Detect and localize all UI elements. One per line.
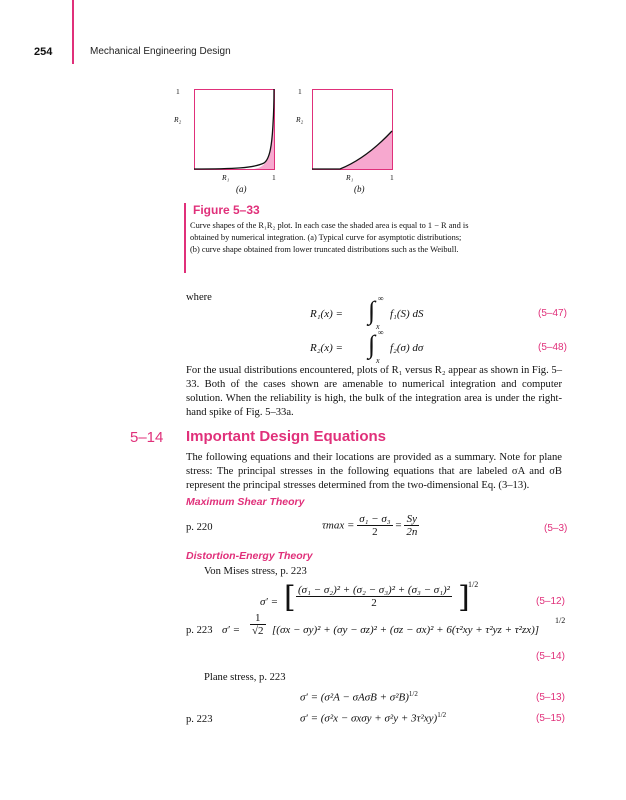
eq47-int-lower: x <box>376 322 380 331</box>
eq47-integral-sign: ∫ <box>368 296 376 325</box>
eq12-lhs: σ′ = <box>260 596 279 608</box>
panel-a-y-top-tick: 1 <box>176 87 180 96</box>
eq14-page-ref: p. 223 <box>186 625 213 636</box>
eq12-number: (5–12) <box>536 596 565 607</box>
eq12-bracket-left: [ <box>284 580 296 615</box>
eq3-fraction-1 <box>357 513 392 538</box>
paragraph-fig-discussion: For the usual distributions encountered, plots of R₁ versus R₂ appear as shown in Fig. 5–33. Both of the cases shown are amenable to numerical integration and computer solution. When the reliability is high, the bulk of the integration area is under the right-hand spike of Fig. 5–33a. <box>186 365 562 418</box>
max-shear-heading: Maximum Shear Theory <box>186 496 305 508</box>
eq3-lhs: τmax = <box>322 519 355 532</box>
eq14-coef-num: 1 <box>250 612 266 625</box>
section-title: Important Design Equations <box>186 428 387 445</box>
figure-title: Figure 5–33 <box>193 203 260 217</box>
panel-a-y-label: R₂ <box>174 115 182 124</box>
section-intro: The following equations and their locations are provided as a summary. Note for plane stress: The principal stresses in the following equations that are labeled σA and σB represent the principal stresses determined from the two-dimensional Eq. (3–13). <box>186 452 562 491</box>
panel-a-curve <box>194 89 274 169</box>
eq47-int-upper: ∞ <box>378 294 384 303</box>
eq48-int-lower: x <box>376 356 380 365</box>
eq14-exponent: 1/2 <box>555 616 566 625</box>
equation-5-15 <box>300 711 446 725</box>
max-shear-page-ref: p. 220 <box>186 522 213 533</box>
panel-a-x-label: R₁ <box>222 173 230 182</box>
eq3-num2: Sy <box>404 513 419 526</box>
eq3-num1: σ₁ − σ₃ <box>359 513 391 525</box>
caption-rule <box>184 203 186 273</box>
eq14-number: (5–14) <box>536 651 565 662</box>
von-mises-ref: Von Mises stress, p. 223 <box>204 566 307 577</box>
eq13-number: (5–13) <box>536 692 565 703</box>
eq3-fraction-2 <box>404 513 419 538</box>
section-number: 5–14 <box>130 429 164 446</box>
eq14-coef-den: √2 <box>252 625 264 637</box>
eq48-integral-sign: ∫ <box>368 330 376 359</box>
eq14-lhs: σ′ = <box>222 624 241 636</box>
eq48-int-upper: ∞ <box>378 328 384 337</box>
plane-stress-ref: Plane stress, p. 223 <box>204 672 286 683</box>
eq15-page-ref: p. 223 <box>186 714 213 725</box>
eq13-body: σ′ = (σ²A − σAσB + σ²B) <box>300 691 409 704</box>
eq47-number: (5–47) <box>538 308 567 319</box>
eq48-integrand: f₂(σ) dσ <box>390 342 424 354</box>
panel-a-x-right-tick: 1 <box>272 173 276 182</box>
where-label: where <box>186 292 212 303</box>
eq3-number: (5–3) <box>544 523 568 534</box>
eq12-exponent: 1/2 <box>468 580 479 589</box>
panel-b-x-right-tick: 1 <box>390 173 394 182</box>
panel-b-y-label: R₂ <box>296 115 304 124</box>
eq15-exponent: 1/2 <box>437 711 447 719</box>
equation-5-3 <box>322 513 419 538</box>
figure-panel-a <box>170 82 290 192</box>
eq48-number: (5–48) <box>538 342 567 353</box>
eq47-integrand: f₁(S) dS <box>390 308 424 320</box>
page-number: 254 <box>34 46 53 58</box>
eq3-den1: 2 <box>372 526 378 538</box>
figure-panel-b <box>290 82 410 192</box>
eq12-num: (σ₁ − σ₂)² + (σ₂ − σ₃)² + (σ₃ − σ₁)² <box>298 584 450 596</box>
figure-caption: Curve shapes of the R₁R₂ plot. In each case the shaded area is equal to 1 − R and is obtained by numerical integration. (a) Typical curve for asymptotic distributions; (b) curve shape obtained from lower truncated distributions such as the Weibull. <box>190 221 469 254</box>
eq14-body: [(σx − σy)² + (σy − σz)² + (σz − σx)² + 6(τ²xy + τ²yz + τ²zx)] <box>272 624 540 636</box>
panel-b-label: (b) <box>354 184 365 194</box>
eq15-number: (5–15) <box>536 713 565 724</box>
running-title: Mechanical Engineering Design <box>90 46 231 57</box>
eq12-bracket-right: ] <box>458 580 470 615</box>
eq12-fraction <box>296 584 452 609</box>
eq3-equals: = <box>395 519 402 532</box>
panel-a-label: (a) <box>236 184 247 194</box>
distortion-heading: Distortion-Energy Theory <box>186 550 313 562</box>
eq15-body: σ′ = (σ²x − σxσy + σ²y + 3τ²xy) <box>300 712 438 725</box>
panel-a-shaded-area <box>254 89 274 169</box>
eq47-lhs: R₁(x) = <box>310 308 343 320</box>
panel-b-y-top-tick: 1 <box>298 87 302 96</box>
panel-a-plot <box>194 89 276 171</box>
eq48-lhs: R₂(x) = <box>310 342 343 354</box>
equation-5-13 <box>300 690 418 704</box>
header-left-rule <box>72 0 74 64</box>
panel-b-plot <box>312 89 394 171</box>
panel-b-x-label: R₁ <box>346 173 354 182</box>
eq13-exponent: 1/2 <box>408 690 418 698</box>
eq12-den: 2 <box>371 597 377 609</box>
panel-b-shaded-area <box>342 131 392 169</box>
eq3-den2: 2n <box>406 526 418 538</box>
eq14-coefficient <box>250 612 266 637</box>
